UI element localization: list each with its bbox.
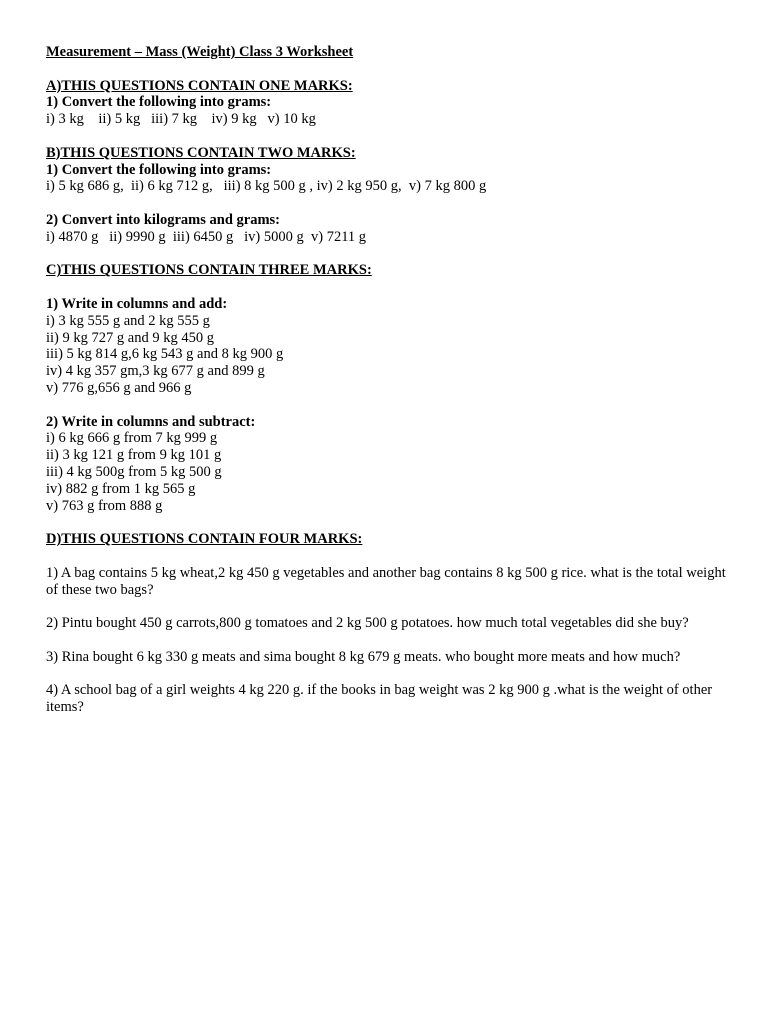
section-c-q1-prompt: 1) Write in columns and add:: [46, 295, 228, 312]
list-item: v) 776 g,656 g and 966 g: [46, 379, 192, 396]
word-problem: 3) Rina bought 6 kg 330 g meats and sima bought 8 kg 679 g meats. who bought more meats and how much?: [46, 648, 681, 665]
section-b-q1-prompt: 1) Convert the following into grams:: [46, 161, 272, 178]
spacer: [46, 514, 726, 531]
section-c-q2-prompt: 2) Write in columns and subtract:: [46, 413, 256, 430]
section-b-heading: B)THIS QUESTIONS CONTAIN TWO MARKS:: [46, 144, 356, 161]
section-b-q1-items: i) 5 kg 686 g, ii) 6 kg 712 g, iii) 8 kg 500 g , iv) 2 kg 950 g, v) 7 kg 800 g: [46, 178, 487, 195]
spacer: [46, 195, 726, 212]
section-b-q2-prompt: 2) Convert into kilograms and grams:: [46, 211, 281, 228]
list-item: i) 3 kg 555 g and 2 kg 555 g: [46, 312, 210, 329]
spacer: [46, 61, 726, 78]
word-problem: 1) A bag contains 5 kg wheat,2 kg 450 g vegetables and another bag contains 8 kg 500 g rice. what is the total weight of these two bags?: [46, 564, 726, 598]
spacer: [46, 246, 726, 263]
list-item: i) 6 kg 666 g from 7 kg 999 g: [46, 430, 218, 447]
section-a-q1-prompt: 1) Convert the following into grams:: [46, 94, 272, 111]
section-c-heading: C)THIS QUESTIONS CONTAIN THREE MARKS:: [46, 262, 372, 279]
spacer: [46, 665, 726, 682]
section-a-heading: A)THIS QUESTIONS CONTAIN ONE MARKS:: [46, 77, 353, 94]
worksheet-page: [46, 44, 726, 716]
section-d-heading: D)THIS QUESTIONS CONTAIN FOUR MARKS:: [46, 531, 363, 548]
spacer: [46, 548, 726, 565]
list-item: v) 763 g from 888 g: [46, 497, 163, 514]
spacer: [46, 279, 726, 296]
list-item: ii) 9 kg 727 g and 9 kg 450 g: [46, 329, 214, 346]
spacer: [46, 397, 726, 414]
word-problem: 4) A school bag of a girl weights 4 kg 220 g. if the books in bag weight was 2 kg 900 g .what is the weight of other items?: [46, 682, 713, 716]
worksheet-title: Measurement – Mass (Weight) Class 3 Worksheet: [46, 44, 354, 60]
word-problem: 2) Pintu bought 450 g carrots,800 g tomatoes and 2 kg 500 g potatoes. how much total vegetables did she buy?: [46, 615, 689, 632]
list-item: iii) 5 kg 814 g,6 kg 543 g and 8 kg 900 g: [46, 346, 284, 363]
section-b-q2-items: i) 4870 g ii) 9990 g iii) 6450 g iv) 5000 g v) 7211 g: [46, 228, 367, 245]
spacer: [46, 598, 726, 615]
spacer: [46, 632, 726, 649]
list-item: iv) 882 g from 1 kg 565 g: [46, 480, 196, 497]
list-item: iv) 4 kg 357 gm,3 kg 677 g and 899 g: [46, 363, 265, 380]
section-a-q1-items: i) 3 kg ii) 5 kg iii) 7 kg iv) 9 kg v) 10 kg: [46, 111, 316, 128]
list-item: iii) 4 kg 500g from 5 kg 500 g: [46, 463, 222, 480]
list-item: ii) 3 kg 121 g from 9 kg 101 g: [46, 447, 222, 464]
spacer: [46, 128, 726, 145]
